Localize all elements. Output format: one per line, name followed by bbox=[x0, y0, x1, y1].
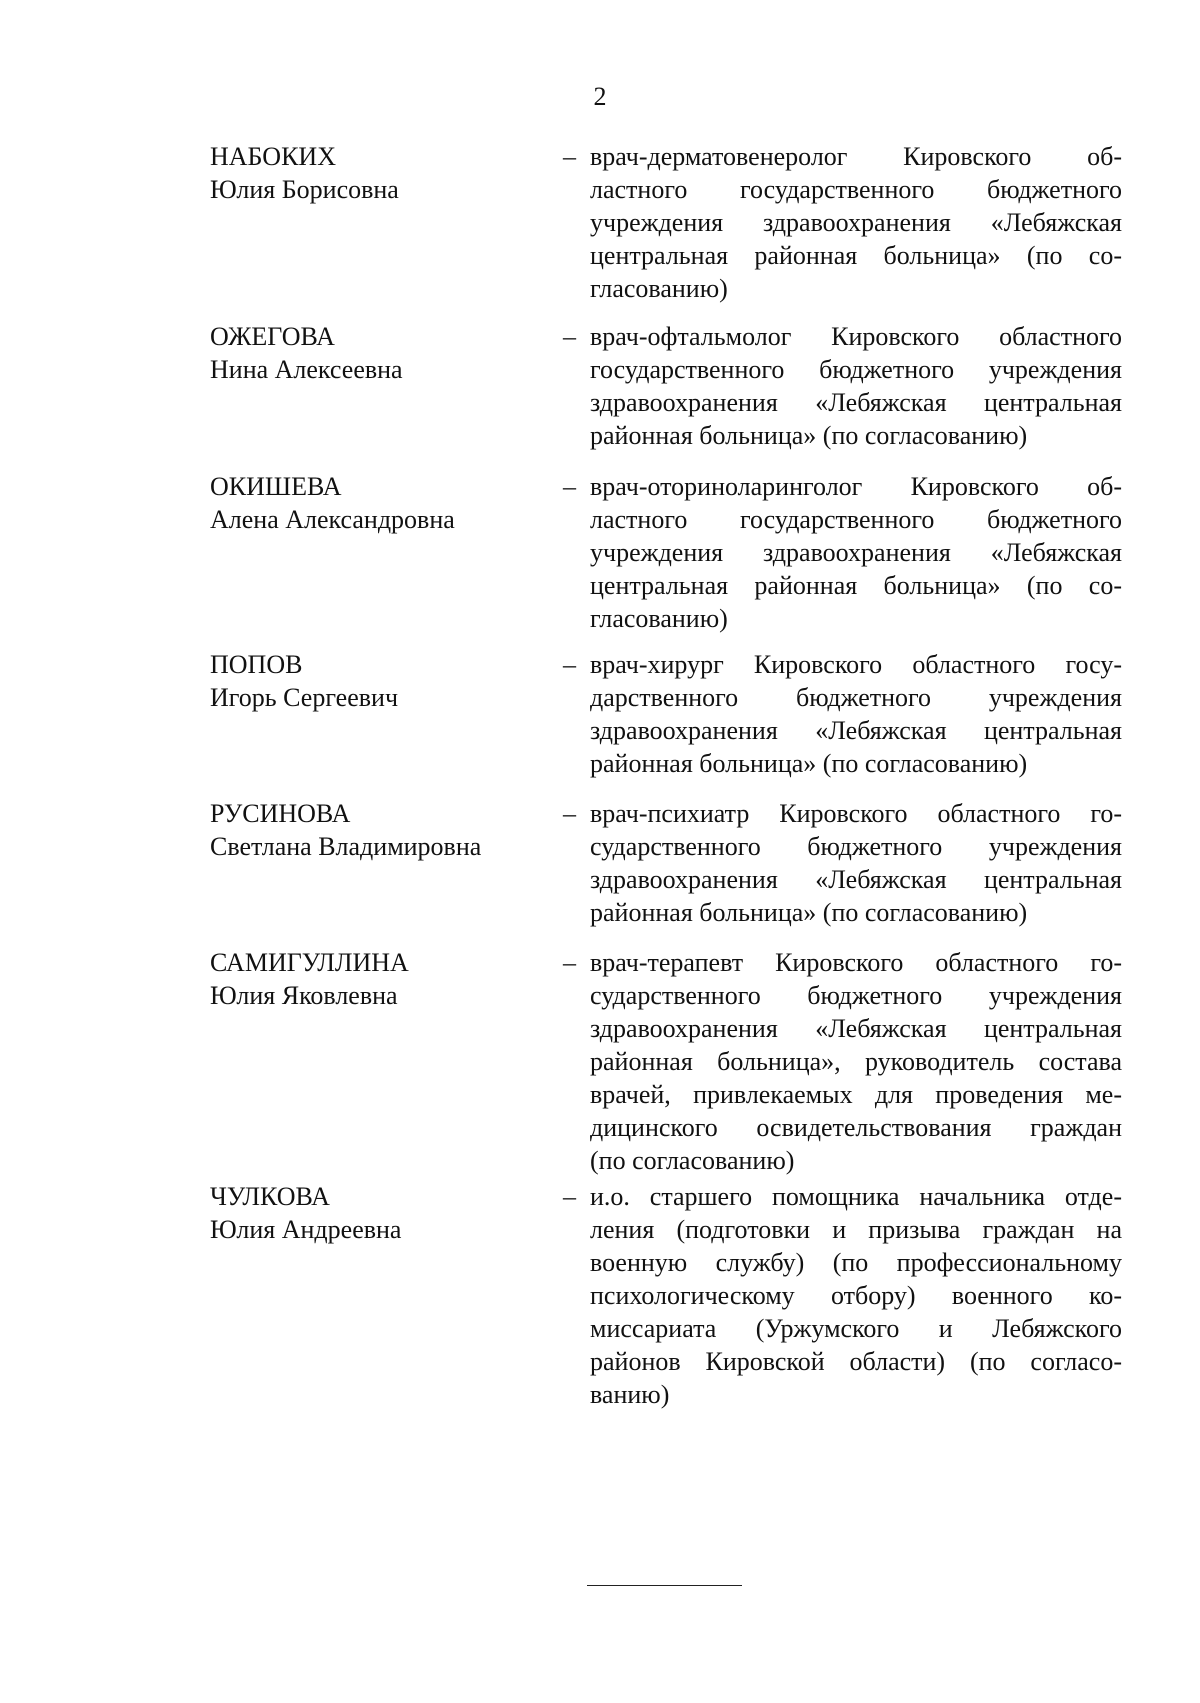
position-line: районная больница» (по согласованию) bbox=[590, 898, 1028, 927]
entry-dash: – bbox=[563, 142, 576, 171]
position-line: врач-дерматовенеролог Кировского об- bbox=[590, 142, 1122, 171]
member-given-names: Юлия Яковлевна bbox=[210, 981, 398, 1010]
position-line: гласованию) bbox=[590, 274, 728, 303]
member-name bbox=[210, 470, 540, 536]
member-entry bbox=[0, 140, 1200, 305]
position-line: военную службу) (по профессиональному bbox=[590, 1248, 1122, 1277]
member-surname: РУСИНОВА bbox=[210, 799, 351, 828]
member-surname: ЧУЛКОВА bbox=[210, 1182, 330, 1211]
position-line: ления (подготовки и призыва граждан на bbox=[590, 1215, 1122, 1244]
position-line: районная больница» (по согласованию) bbox=[590, 421, 1028, 450]
position-line: ластного государственного бюджетного bbox=[590, 175, 1122, 204]
position-line: врач-психиатр Кировского областного го- bbox=[590, 799, 1122, 828]
position-line: здравоохранения «Лебяжская центральная bbox=[590, 1014, 1122, 1043]
position-line: районов Кировской области) (по согласо- bbox=[590, 1347, 1122, 1376]
member-given-names: Юлия Борисовна bbox=[210, 175, 399, 204]
member-given-names: Нина Алексеевна bbox=[210, 355, 403, 384]
member-entry bbox=[0, 320, 1200, 452]
position-line: психологическому отбору) военного ко- bbox=[590, 1281, 1122, 1310]
position-line: здравоохранения «Лебяжская центральная bbox=[590, 388, 1122, 417]
position-line: врач-хирург Кировского областного госу- bbox=[590, 650, 1122, 679]
member-name bbox=[210, 140, 540, 206]
position-line: врач-терапевт Кировского областного го- bbox=[590, 948, 1122, 977]
position-line: гласованию) bbox=[590, 604, 728, 633]
member-entry bbox=[0, 470, 1200, 635]
entry-dash: – bbox=[563, 948, 576, 977]
position-line: врачей, привлекаемых для проведения ме- bbox=[590, 1080, 1122, 1109]
member-given-names: Игорь Сергеевич bbox=[210, 683, 399, 712]
position-line: учреждения здравоохранения «Лебяжская bbox=[590, 208, 1122, 237]
member-name bbox=[210, 797, 540, 863]
position-line: дарственного бюджетного учреждения bbox=[590, 683, 1122, 712]
member-given-names: Юлия Андреевна bbox=[210, 1215, 402, 1244]
member-position bbox=[590, 1180, 1122, 1411]
position-line: миссариата (Уржумского и Лебяжского bbox=[590, 1314, 1122, 1343]
member-surname: НАБОКИХ bbox=[210, 142, 336, 171]
position-line: врач-оториноларинголог Кировского об- bbox=[590, 472, 1122, 501]
page-number: 2 bbox=[593, 82, 607, 111]
member-surname: САМИГУЛЛИНА bbox=[210, 948, 409, 977]
member-surname: ОЖЕГОВА bbox=[210, 322, 335, 351]
entry-dash: – bbox=[563, 322, 576, 351]
member-entry bbox=[0, 648, 1200, 780]
position-line: сударственного бюджетного учреждения bbox=[590, 832, 1122, 861]
entry-dash: – bbox=[563, 472, 576, 501]
position-line: центральная районная больница» (по со- bbox=[590, 571, 1122, 600]
position-line: ванию) bbox=[590, 1380, 670, 1409]
position-line: сударственного бюджетного учреждения bbox=[590, 981, 1122, 1010]
member-position bbox=[590, 320, 1122, 452]
position-line: учреждения здравоохранения «Лебяжская bbox=[590, 538, 1122, 567]
position-line: здравоохранения «Лебяжская центральная bbox=[590, 716, 1122, 745]
position-line: государственного бюджетного учреждения bbox=[590, 355, 1122, 384]
position-line: врач-офтальмолог Кировского областного bbox=[590, 322, 1122, 351]
member-given-names: Алена Александровна bbox=[210, 505, 455, 534]
position-line: ластного государственного бюджетного bbox=[590, 505, 1122, 534]
member-position bbox=[590, 648, 1122, 780]
member-surname: ПОПОВ bbox=[210, 650, 303, 679]
member-given-names: Светлана Владимировна bbox=[210, 832, 482, 861]
entry-dash: – bbox=[563, 650, 576, 679]
member-name bbox=[210, 320, 540, 386]
member-position bbox=[590, 946, 1122, 1177]
member-name bbox=[210, 648, 540, 714]
closing-rule bbox=[587, 1585, 742, 1586]
member-name bbox=[210, 946, 540, 1012]
member-name bbox=[210, 1180, 540, 1246]
member-position bbox=[590, 797, 1122, 929]
member-position bbox=[590, 140, 1122, 305]
position-line: дицинского освидетельствования граждан bbox=[590, 1113, 1122, 1142]
member-position bbox=[590, 470, 1122, 635]
position-line: и.о. старшего помощника начальника отде- bbox=[590, 1182, 1122, 1211]
position-line: здравоохранения «Лебяжская центральная bbox=[590, 865, 1122, 894]
entry-dash: – bbox=[563, 799, 576, 828]
position-line: районная больница» (по согласованию) bbox=[590, 749, 1028, 778]
member-entry bbox=[0, 1180, 1200, 1411]
position-line: районная больница», руководитель состава bbox=[590, 1047, 1122, 1076]
entry-dash: – bbox=[563, 1182, 576, 1211]
position-line: центральная районная больница» (по со- bbox=[590, 241, 1122, 270]
position-line: (по согласованию) bbox=[590, 1146, 795, 1175]
member-surname: ОКИШЕВА bbox=[210, 472, 342, 501]
member-entry bbox=[0, 797, 1200, 929]
member-entry bbox=[0, 946, 1200, 1177]
